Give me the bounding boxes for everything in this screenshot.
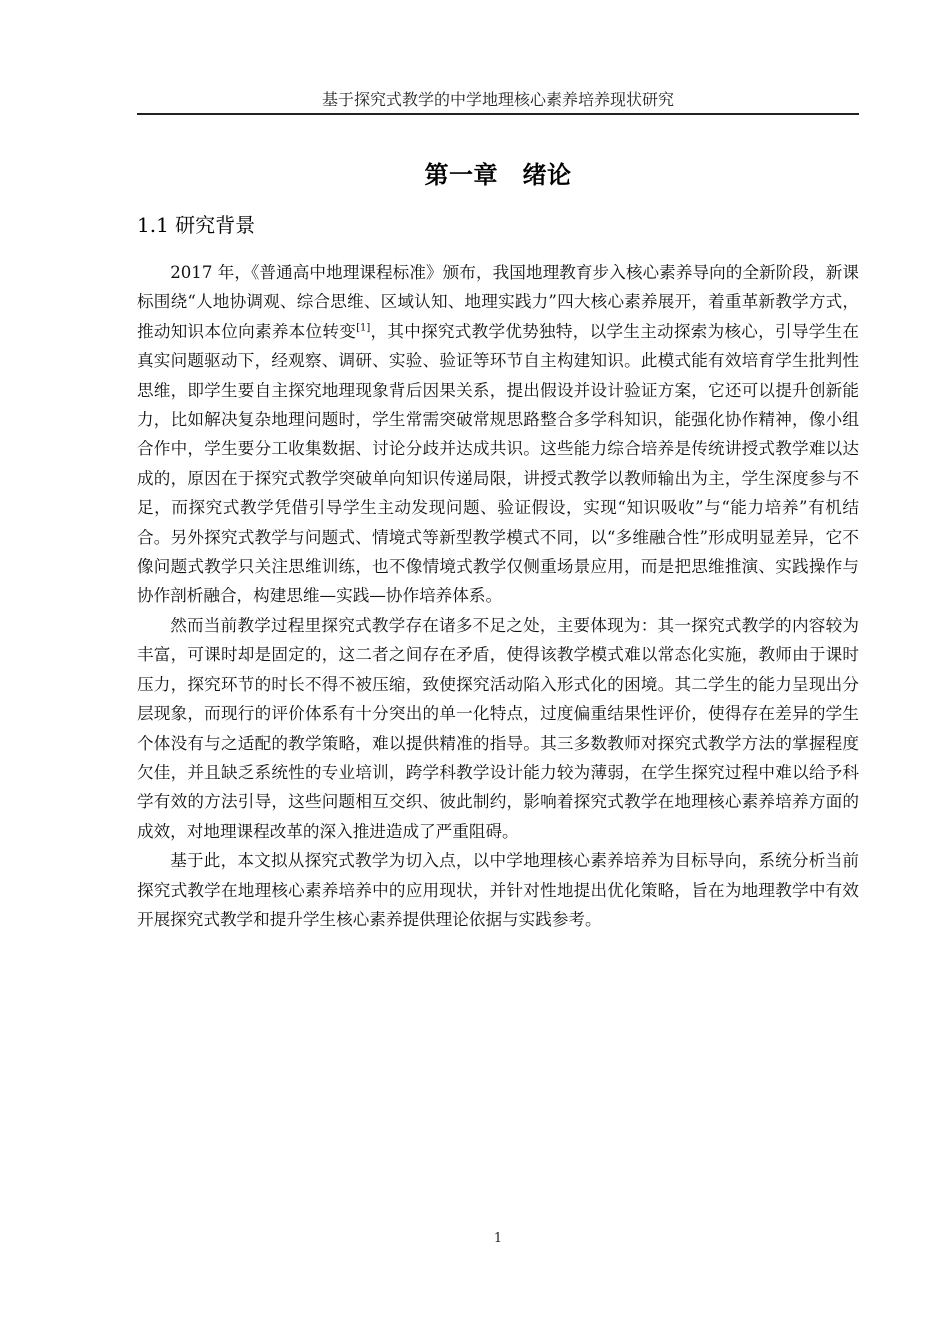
running-header: 基于探究式教学的中学地理核心素养培养现状研究 — [321, 90, 674, 109]
chapter-title: 第一章 绪论 — [424, 160, 572, 189]
paragraph-2: 然而当前教学过程里探究式教学存在诸多不足之处，主要体现为：其一探究式教学的内容较为丰富，可课时却是固定的，这二者之间存在矛盾，使得该教学模式难以常态化实施，教师由于课时压力，探究环节的时长不得不被压缩，致使探究活动陷入形式化的困境。其二学生的能力呈现出分层现象，而现行的评价体系有十分突出的单一化特点，过度偏重结果性评价，使得存在差异的学生个体没有与之适配的教学策略，难以提供精准的指导。其三多数教师对探究式教学方法的掌握程度欠佳，并且缺乏系统性的专业培训，跨学科教学设计能力较为薄弱，在学生探究过程中难以给予科学有效的方法引导，这些问题相互交织、彼此制约，影响着探究式教学在地理核心素养培养方面的成效，对地理课程改革的深入推进造成了严重阻碍。 — [137, 615, 859, 841]
paragraph-3: 基于此，本文拟从探究式教学为切入点，以中学地理核心素养培养为目标导向，系统分析当前探究式教学在地理核心素养培养中的应用现状，并针对性地提出优化策略，旨在为地理教学中有效开展探究式教学和提升学生核心素养提供理论依据与实践参考。 — [137, 851, 859, 929]
body-text — [137, 258, 859, 934]
paragraph-1-text-a: 2017 年，《普通高中地理课程标准》颁布，我国地理教育步入核心素养导向的全新阶段，新课标围绕“人地协调观、综合思维、区域认知、地理实践力”四大核心素养展开，着重革新教学方式，推动知识本位向素养本位转变 — [137, 263, 859, 341]
paragraph-1-text-b: ，其中探究式教学优势独特，以学生主动探索为核心，引导学生在真实问题驱动下，经观察、调研、实验、验证等环节自主构建知识。此模式能有效培育学生批判性思维，即学生要自主探究地理现象背后因果关系，提出假设并设计验证方案，它还可以提升创新能力，比如解决复杂地理问题时，学生常需突破常规思路整合多学科知识，能强化协作精神，像小组合作中，学生要分工收集数据、讨论分歧并达成共识。这些能力综合培养是传统讲授式教学难以达成的，原因在于探究式教学突破单向知识传递局限，讲授式教学以教师输出为主，学生深度参与不足，而探究式教学凭借引导学生主动发现问题、验证假设，实现“知识吸收”与“能力培养”有机结合。另外探究式教学与问题式、情境式等新型教学模式不同，以“多维融合性”形成明显差异，它不像问题式教学只关注思维训练，也不像情境式教学仅侧重场景应用，而是把思维推演、实践操作与协作剖析融合，构建思维—实践—协作培养体系。 — [137, 321, 860, 606]
citation-marker: [1] — [356, 322, 371, 334]
paragraph-1 — [137, 258, 859, 611]
header-rule — [137, 113, 859, 115]
section-heading: 1.1 研究背景 — [137, 213, 256, 237]
page-number: 1 — [493, 1231, 503, 1246]
